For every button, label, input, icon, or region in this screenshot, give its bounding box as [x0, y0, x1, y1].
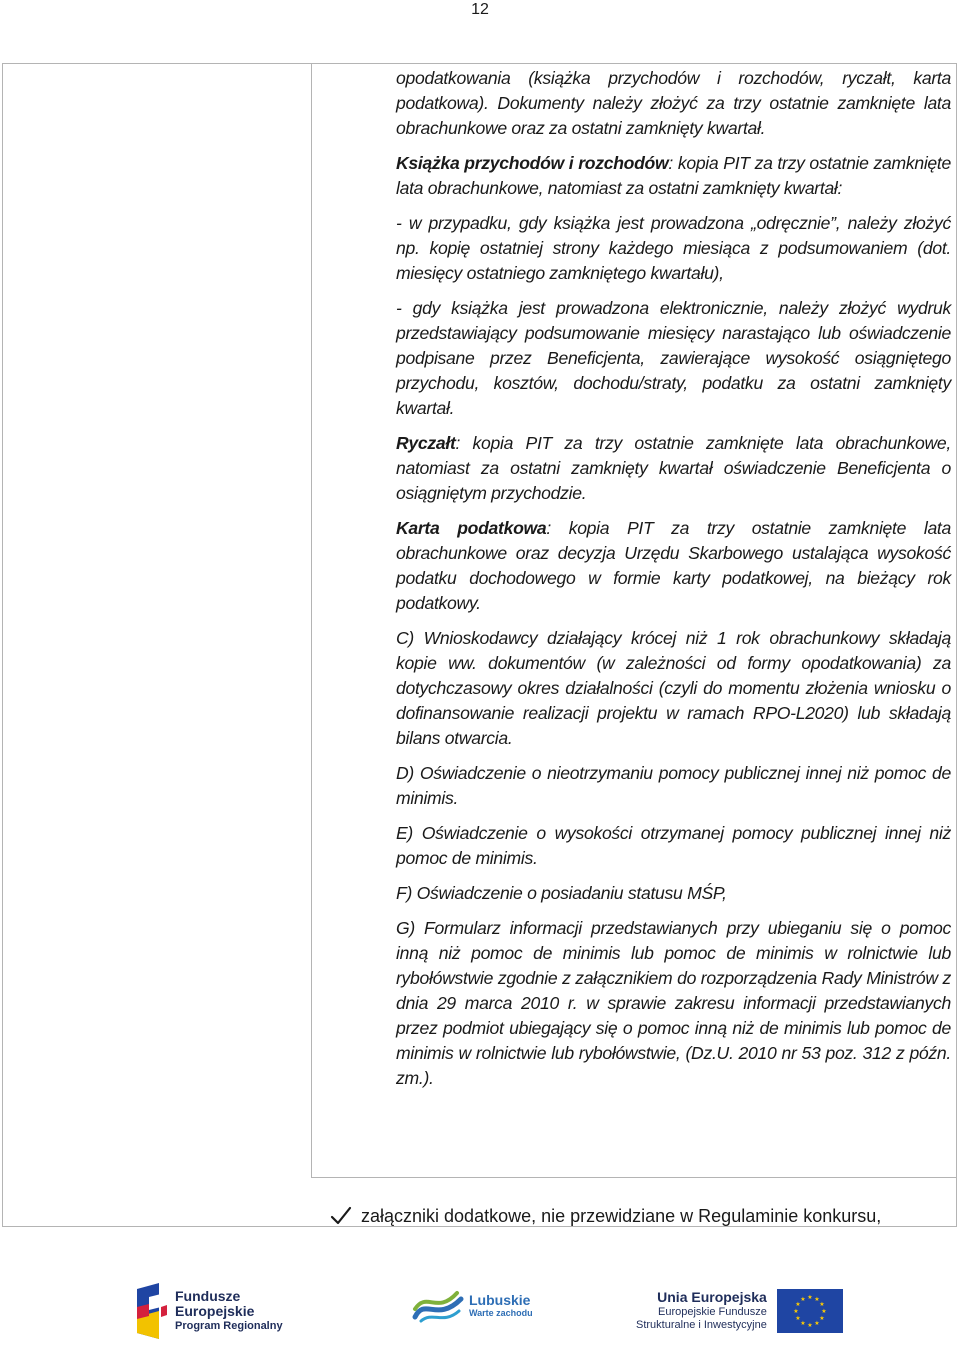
- lubuskie-wave-icon: [411, 1289, 465, 1325]
- svg-text:★: ★: [814, 1320, 820, 1327]
- svg-text:★: ★: [821, 1308, 827, 1315]
- svg-text:★: ★: [807, 1294, 813, 1301]
- paragraph-item-g: G) Formularz informacji przedstawianych przy ubieganiu się o pomoc inną niż pomoc de minimis lub pomoc de minimis w rolnictwie lub rybołówstwie zgodnie z załącznikiem do rozporządzenia Rady Ministrów z dnia 29 marca 2010 r. w sprawie zakresu informacji przedstawianych przez podmiot ubiegający się o pomoc inną niż de minimis lub pomoc de minimis w rolnictwie lub rybołówstwie, (Dz.U. 2010 nr 53 poz. 312 z późn. zm.).: [396, 918, 951, 1088]
- paragraph-odrecznie: - w przypadku, gdy książka jest prowadzona „odręcznie”, należy złożyć np. kopię ostatniej strony każdego miesiąca z podsumowaniem (dot. miesięcy ostatniego zamkniętego kwartału),: [396, 213, 951, 283]
- lubuskie-line1: Lubuskie: [469, 1292, 531, 1308]
- paragraph-ksiazka: [396, 151, 951, 201]
- lubuskie-logo: [411, 1289, 533, 1325]
- unia-europejska-logo: [636, 1289, 843, 1333]
- fundusze-europejskie-logo: [135, 1283, 283, 1339]
- ksiazka-body: : kopia PIT za trzy ostatnie zamknięte lata obrachunkowe, natomiast za ostatni zamknięty kwartał:: [396, 153, 951, 198]
- footer-logos: [0, 1275, 960, 1345]
- fe-line1: Fundusze: [175, 1287, 241, 1304]
- lubuskie-line2: Warte zachodu: [469, 1308, 533, 1318]
- ue-line3: Strukturalne i Inwestycyjne: [636, 1318, 767, 1331]
- paragraph-ryczalt: [396, 431, 951, 506]
- ryczalt-body: : kopia PIT za trzy ostatnie zamknięte lata obrachunkowe, natomiast za ostatni zamknięty kwartał oświadczenie Beneficjenta o osiągniętym przychodzie.: [396, 433, 951, 503]
- svg-text:★: ★: [795, 1301, 801, 1308]
- paragraph-elektronicznie: - gdy książka jest prowadzona elektronicznie, należy złożyć wydruk przedstawiający podsumowanie miesięcy narastająco lub oświadczenie podpisane przez Beneficjenta, zawierające wysokość osiągniętego przychodu, kosztów, dochodu/straty, podatku za ostatni zamknięty kwartał.: [396, 298, 951, 418]
- svg-text:★: ★: [800, 1320, 806, 1327]
- svg-text:★: ★: [807, 1322, 813, 1329]
- page-number: 12: [471, 1, 489, 18]
- eu-flag-icon: [777, 1289, 843, 1333]
- ue-line2: Europejskie Fundusze: [658, 1305, 767, 1318]
- checklist-item: [330, 1203, 955, 1229]
- paragraph-opodatkowanie: opodatkowania (książka przychodów i rozchodów, ryczałt, karta podatkowa). Dokumenty należy złożyć za trzy ostatnie zamknięte lata obrachunkowe oraz za ostatni zamknięty kwartał.: [396, 68, 951, 138]
- svg-text:★: ★: [814, 1296, 820, 1303]
- checkmark-icon: [330, 1205, 352, 1227]
- fundusze-europejskie-emblem-icon: [135, 1283, 167, 1339]
- checklist-label: załączniki dodatkowe, nie przewidziane w Regulaminie konkursu,: [361, 1206, 882, 1226]
- fe-line2: Europejskie: [175, 1302, 255, 1319]
- karta-heading: Karta podatkowa: [396, 518, 547, 538]
- svg-text:★: ★: [819, 1315, 825, 1322]
- svg-text:★: ★: [800, 1296, 806, 1303]
- svg-text:★: ★: [793, 1308, 799, 1315]
- paragraph-karta-podatkowa: [396, 516, 951, 616]
- fe-line3: Program Regionalny: [175, 1319, 283, 1332]
- ryczalt-heading: Ryczałt: [396, 433, 456, 453]
- ue-line1: Unia Europejska: [657, 1288, 767, 1305]
- row-divider: [311, 1177, 957, 1178]
- column-divider: [311, 64, 312, 1177]
- paragraph-item-f: F) Oświadczenie o posiadaniu statusu MŚP,: [396, 883, 727, 903]
- paragraph-item-d: D) Oświadczenie o nieotrzymaniu pomocy publicznej innej niż pomoc de minimis.: [396, 763, 951, 808]
- paragraph-item-e: E) Oświadczenie o wysokości otrzymanej pomocy publicznej innej niż pomoc de minimis.: [396, 823, 951, 868]
- paragraph-item-c: C) Wnioskodawcy działający krócej niż 1 rok obrachunkowy składają kopie ww. dokumentów (w zależności od formy opodatkowania) za dotychczasowy okres działalności (czyli do momentu złożenia wniosku o dofinansowanie realizacji projektu w ramach RPO-L2020) lub składają bilans otwarcia.: [396, 628, 951, 748]
- svg-text:★: ★: [819, 1301, 825, 1308]
- karta-body: : kopia PIT za trzy ostatnie zamknięte lata obrachunkowe oraz decyzja Urzędu Skarbowego ustalająca wysokość podatku dochodowego w formie karty podatkowej, na bieżący rok podatkowy.: [396, 518, 951, 613]
- svg-text:★: ★: [795, 1315, 801, 1322]
- ksiazka-heading: Książka przychodów i rozchodów: [396, 153, 669, 173]
- table-cell-content: [396, 66, 951, 1101]
